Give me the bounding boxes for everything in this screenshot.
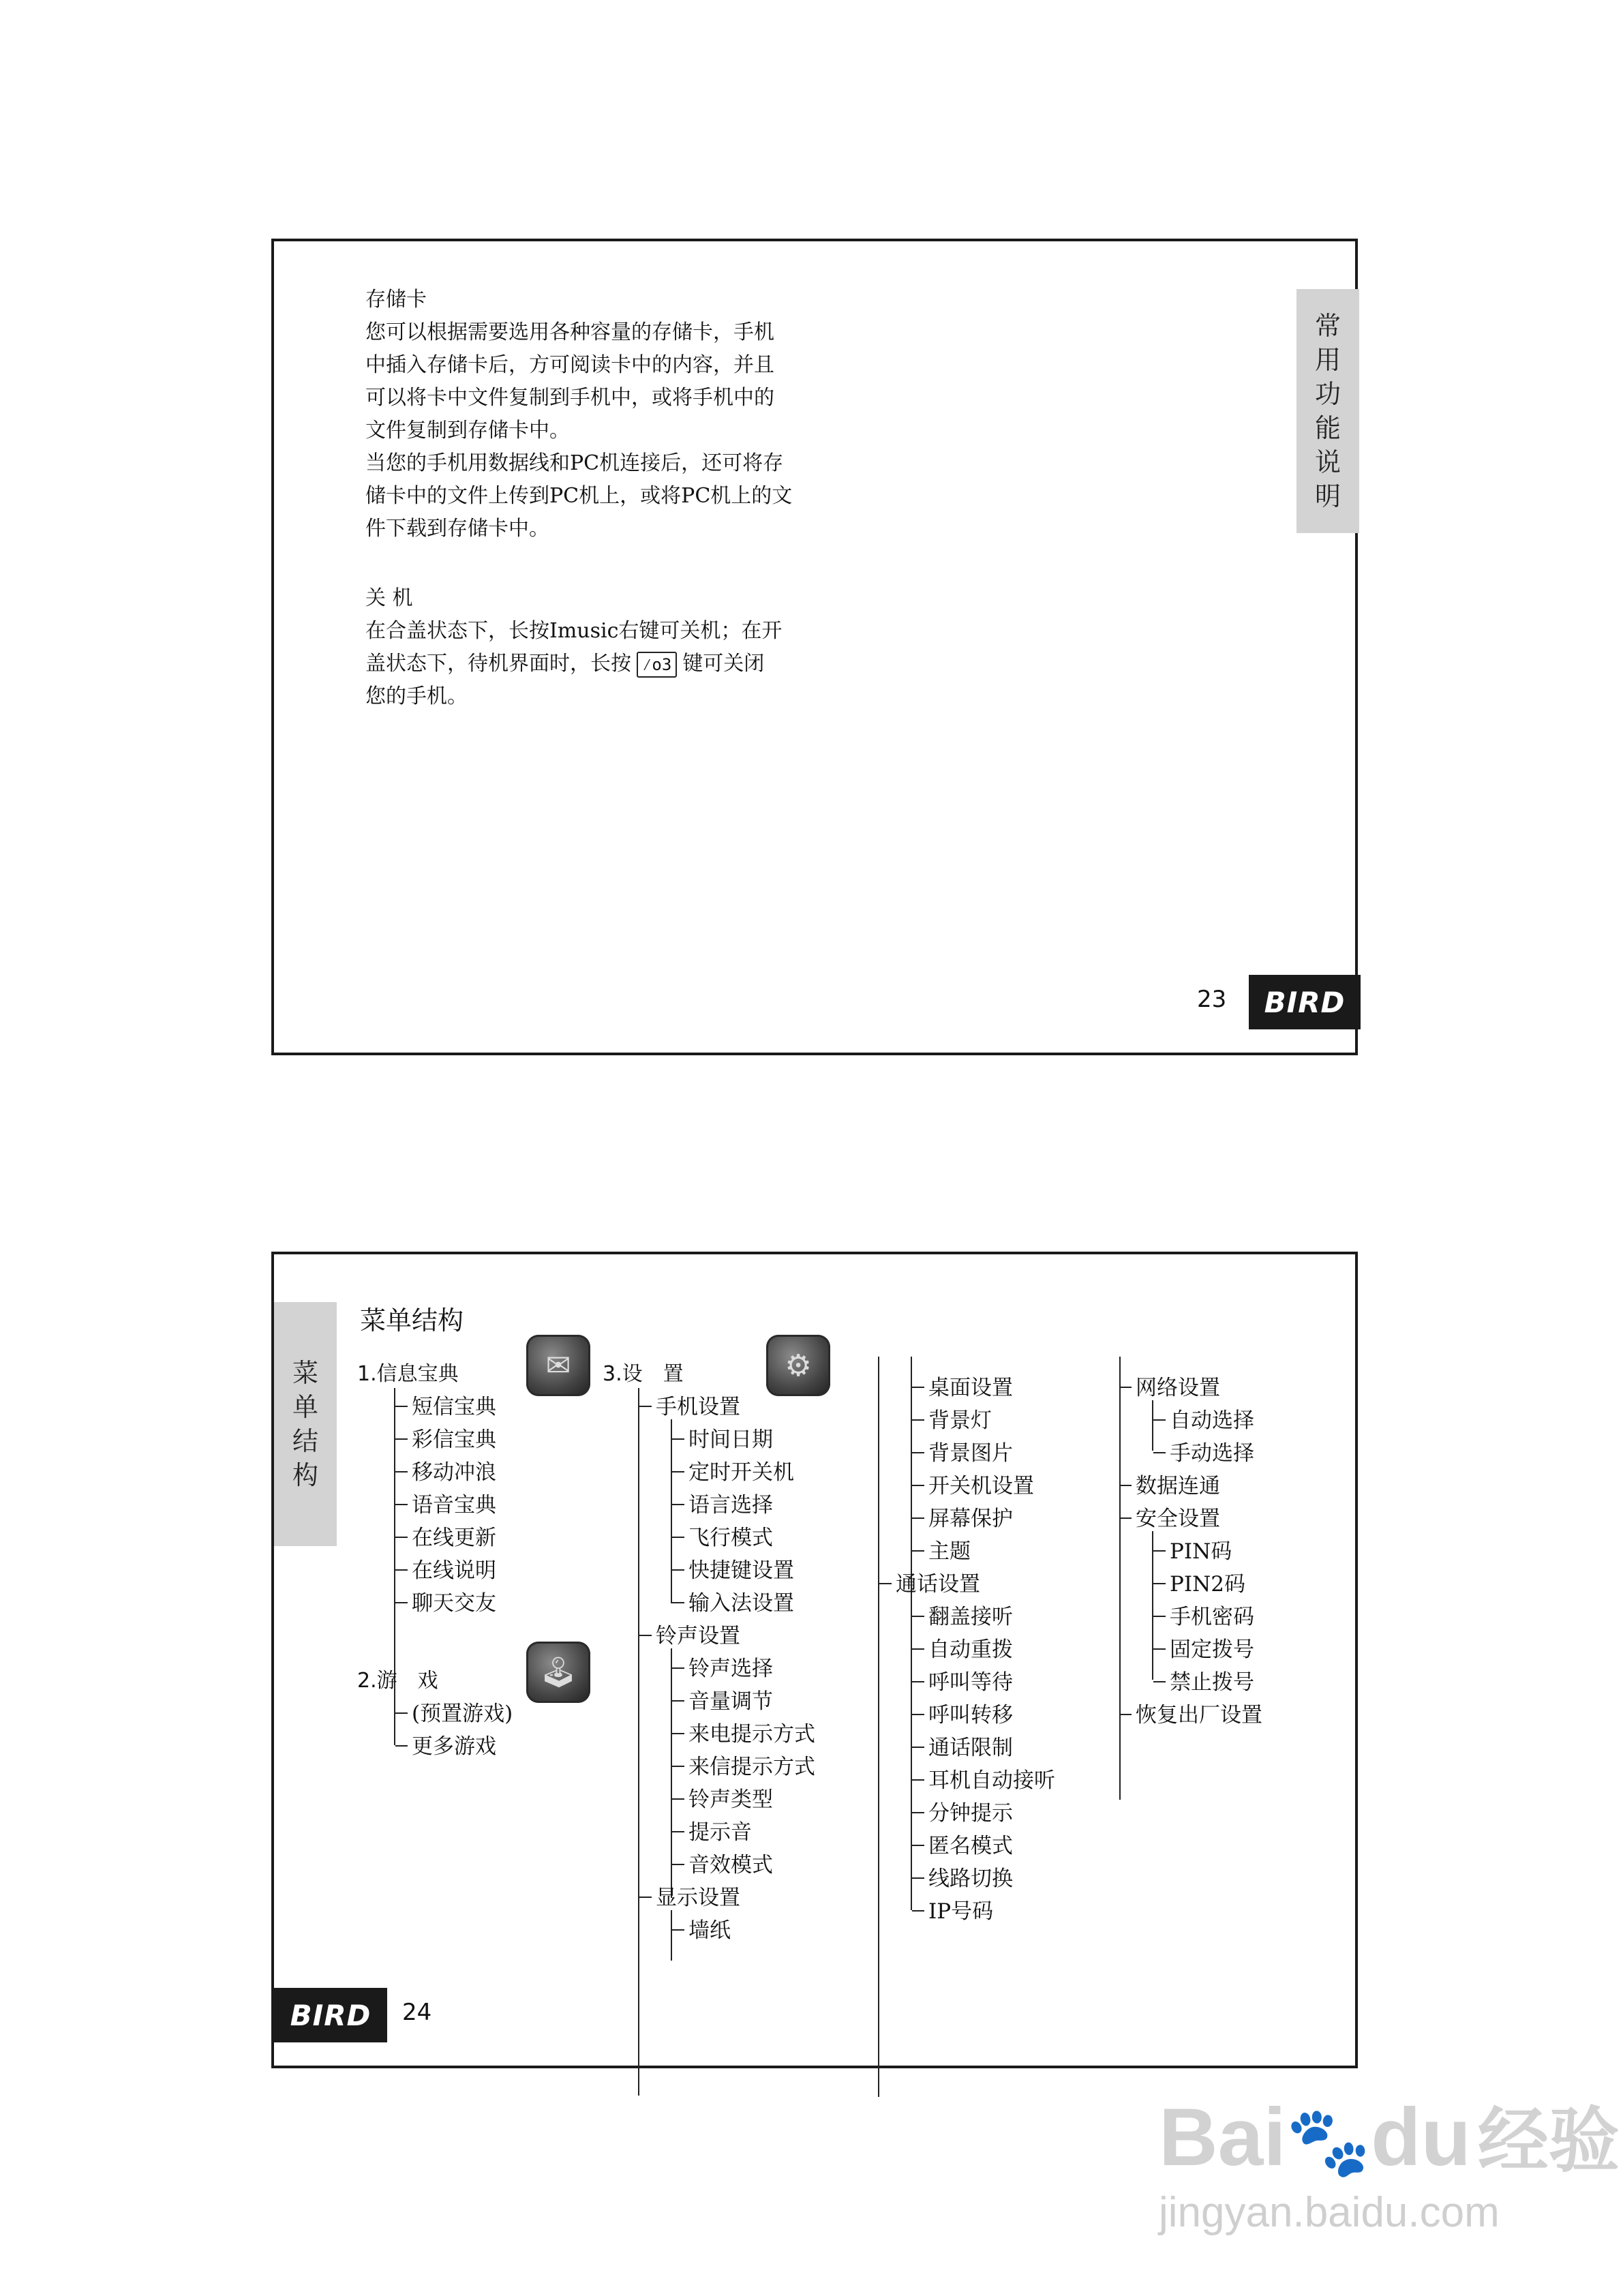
section-title-settings: 3.设 置 <box>603 1362 684 1386</box>
tree-line <box>1152 1400 1153 1451</box>
page-number: 24 <box>402 1999 432 2026</box>
menu-item: PIN2码 <box>1170 1567 1245 1597</box>
menu-item: 主题 <box>928 1534 971 1565</box>
tree-line <box>671 1910 672 1961</box>
side-tab-common-functions <box>1296 289 1359 533</box>
menu-item: 快捷键设置 <box>688 1553 794 1584</box>
tree-line <box>394 1388 395 1702</box>
menu-item: 开关机设置 <box>928 1468 1034 1499</box>
menu-item-ringtone-settings: 铃声设置 <box>656 1618 740 1649</box>
menu-item: 自动重拨 <box>928 1632 1013 1663</box>
menu-item: 定时开关机 <box>688 1455 794 1485</box>
side-tab-char: 用 <box>1314 345 1341 375</box>
watermark-product: 经验 <box>1477 2099 1620 2182</box>
menu-item: 自动选择 <box>1170 1403 1254 1434</box>
storage-card-line: 当您的手机用数据线和PC机连接后，还可将存 <box>365 451 784 475</box>
tree-line <box>638 1388 639 2096</box>
tree-line <box>878 1357 879 2097</box>
paw-icon: 🐾 <box>1286 2104 1371 2180</box>
menu-item: (预置游戏) <box>412 1696 513 1727</box>
menu-item-security-settings: 安全设置 <box>1136 1501 1220 1532</box>
power-off-heading: 关 机 <box>365 586 413 610</box>
menu-item: 线路切换 <box>928 1861 1013 1892</box>
menu-item: 在线说明 <box>412 1553 496 1584</box>
end-key-icon: ⁄o3 <box>637 652 677 678</box>
menu-item: 桌面设置 <box>928 1370 1013 1401</box>
side-tab-char: 说 <box>1314 447 1341 477</box>
storage-card-line: 件下载到存储卡中。 <box>365 517 549 541</box>
menu-item: 聊天交友 <box>412 1586 496 1616</box>
side-tab-char: 明 <box>1314 481 1341 511</box>
menu-item: 彩信宝典 <box>412 1422 496 1453</box>
menu-item-call-settings: 通话设置 <box>896 1567 980 1597</box>
menu-item-network-settings: 网络设置 <box>1136 1370 1220 1401</box>
menu-item: 呼叫等待 <box>928 1665 1013 1695</box>
tree-line <box>1119 1357 1121 1800</box>
storage-card-line: 储卡中的文件上传到PC机上，或将PC机上的文 <box>365 484 793 508</box>
menu-item-data-connection: 数据连通 <box>1136 1468 1220 1499</box>
bird-logo: BIRD <box>274 1988 387 2042</box>
menu-item: 禁止拨号 <box>1170 1665 1254 1695</box>
menu-item: 更多游戏 <box>412 1729 496 1759</box>
storage-card-line: 您可以根据需要选用各种容量的存储卡，手机 <box>365 320 774 344</box>
tree-line <box>671 1419 672 1603</box>
power-off-line-text: 键可关闭 <box>682 652 765 676</box>
section-title-messages: 1.信息宝典 <box>357 1362 459 1386</box>
side-tab-char: 菜 <box>292 1358 318 1388</box>
storage-card-section <box>365 284 792 545</box>
menu-item: 音量调节 <box>688 1684 773 1715</box>
menu-item: 铃声类型 <box>688 1782 773 1813</box>
menu-item: 音效模式 <box>688 1847 773 1878</box>
side-tab-char: 功 <box>1314 379 1341 409</box>
menu-item: 提示音 <box>688 1815 752 1845</box>
power-off-section <box>365 582 782 713</box>
side-tab-char: 结 <box>292 1426 318 1456</box>
side-tab-char: 常 <box>1314 311 1341 341</box>
menu-item: 铃声选择 <box>688 1651 773 1682</box>
menu-item: 通话限制 <box>928 1730 1013 1761</box>
manual-page-24 <box>271 1252 1358 2068</box>
menu-item: PIN码 <box>1170 1534 1232 1565</box>
menu-item: 屏幕保护 <box>928 1501 1013 1532</box>
message-icon: ✉ <box>526 1335 590 1396</box>
menu-item: 耳机自动接听 <box>928 1763 1055 1794</box>
power-off-line: 在合盖状态下，长按Imusic右键可关机；在开 <box>365 619 783 643</box>
watermark-brand-text: Bai <box>1159 2091 1286 2183</box>
side-tab-char: 单 <box>292 1392 318 1422</box>
power-off-line-text: 盖状态下，待机界面时，长按 <box>365 652 631 676</box>
gear-icon: ⚙ <box>766 1335 830 1396</box>
side-tab-menu-structure <box>274 1302 337 1546</box>
section-title-games: 2.游 戏 <box>357 1669 438 1693</box>
menu-item-display-settings: 显示设置 <box>656 1880 740 1911</box>
menu-item: 固定拨号 <box>1170 1632 1254 1663</box>
watermark-url: jingyan.baidu.com <box>1159 2189 1500 2236</box>
side-tab-char: 构 <box>292 1460 318 1490</box>
menu-item: 分钟提示 <box>928 1796 1013 1826</box>
menu-item: 语言选择 <box>688 1487 773 1518</box>
menu-item: 移动冲浪 <box>412 1455 496 1485</box>
power-off-line <box>365 648 782 680</box>
menu-item-phone-settings: 手机设置 <box>656 1389 740 1420</box>
storage-card-line: 中插入存储卡后，方可阅读卡中的内容，并且 <box>365 353 774 377</box>
power-off-line: 您的手机。 <box>365 684 468 708</box>
menu-item: 背景图片 <box>928 1436 1013 1466</box>
storage-card-line: 文件复制到存储卡中。 <box>365 419 570 442</box>
menu-item: 来电提示方式 <box>688 1717 815 1747</box>
menu-item: 翻盖接听 <box>928 1599 1013 1630</box>
side-tab-char: 能 <box>1314 413 1341 443</box>
menu-item: 短信宝典 <box>412 1389 496 1420</box>
tree-line <box>394 1695 395 1745</box>
menu-item: 飞行模式 <box>688 1520 773 1551</box>
tree-line <box>1152 1531 1153 1680</box>
menu-item: 呼叫转移 <box>928 1697 1013 1728</box>
menu-item: 匿名模式 <box>928 1828 1013 1859</box>
manual-page-23 <box>271 239 1358 1055</box>
storage-card-heading: 存储卡 <box>365 288 427 312</box>
menu-item-factory-reset: 恢复出厂设置 <box>1136 1697 1262 1728</box>
storage-card-line: 可以将卡中文件复制到手机中，或将手机中的 <box>365 386 774 410</box>
menu-item: IP号码 <box>928 1894 993 1924</box>
page-number: 23 <box>1197 986 1227 1013</box>
menu-item: 手机密码 <box>1170 1599 1254 1630</box>
page-title: 菜单结构 <box>360 1305 464 1335</box>
menu-item: 语音宝典 <box>412 1487 496 1518</box>
menu-item: 来信提示方式 <box>688 1749 815 1780</box>
watermark-brand <box>1159 2093 1620 2186</box>
tree-line <box>671 1648 672 1898</box>
menu-item: 背景灯 <box>928 1403 992 1434</box>
menu-item: 输入法设置 <box>688 1586 794 1616</box>
menu-item: 手动选择 <box>1170 1436 1254 1466</box>
watermark-brand-text: du <box>1371 2091 1471 2183</box>
menu-item: 时间日期 <box>688 1422 773 1453</box>
menu-item: 墙纸 <box>688 1913 731 1944</box>
joystick-icon: 🕹 <box>526 1642 590 1703</box>
tree-line <box>911 1597 912 1910</box>
bird-logo: BIRD <box>1249 975 1361 1029</box>
menu-item: 在线更新 <box>412 1520 496 1551</box>
